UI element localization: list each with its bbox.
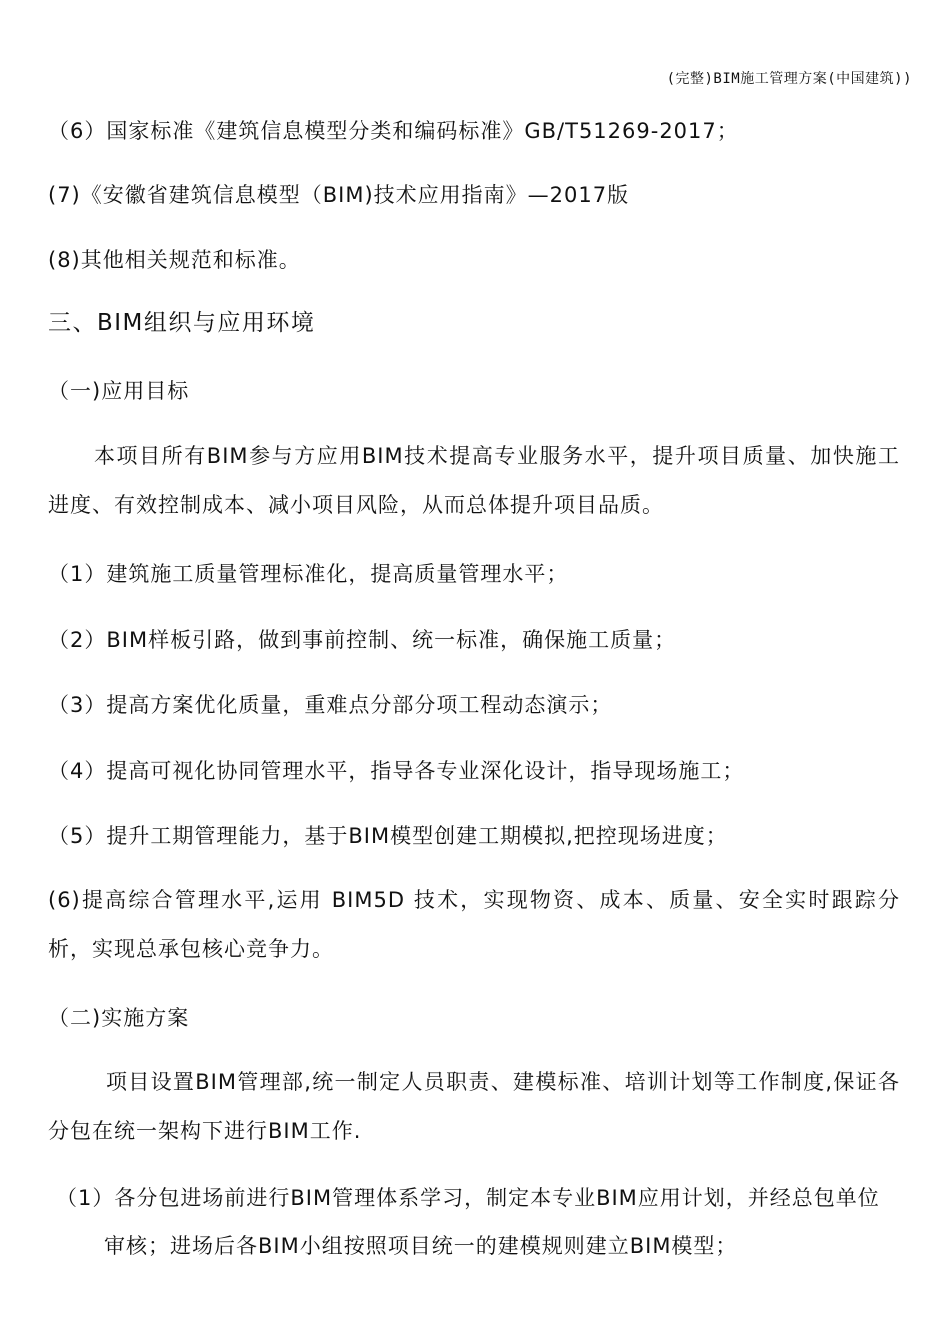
goal-item-2: （2）BIM样板引路，做到事前控制、统一标准，确保施工质量； [48,628,677,652]
subsection-heading-goals: （一)应用目标 [48,379,190,403]
goal-item-5: （5）提升工期管理能力，基于BIM模型创建工期模拟,把控现场进度； [48,824,728,848]
reference-item-7: (7)《安徽省建筑信息模型（BIM)技术应用指南》—2017版 [48,183,630,207]
goal-item-3: （3）提高方案优化质量，重难点分部分项工程动态演示； [48,693,613,717]
subsection-heading-plan: （二)实施方案 [48,1006,190,1030]
reference-item-8: (8)其他相关规范和标准。 [48,248,301,272]
reference-item-6: （6）国家标准《建筑信息模型分类和编码标准》GB/T51269-2017； [48,119,739,143]
plan-intro-paragraph: 项目设置BIM管理部,统一制定人员职责、建模标准、培训计划等工作制度,保证各分包在统一架构下进行BIM工作. [48,1070,900,1143]
goals-intro-paragraph: 本项目所有BIM参与方应用BIM技术提高专业服务水平，提升项目质量、加快施工进度、有效控制成本、减小项目风险，从而总体提升项目品质。 [48,444,900,517]
goal-item-1: （1）建筑施工质量管理标准化，提高质量管理水平； [48,562,569,586]
goal-item-4: （4）提高可视化协同管理水平，指导各专业深化设计，指导现场施工； [48,759,745,783]
goal-item-6: (6)提高综合管理水平,运用 BIM5D 技术，实现物资、成本、质量、安全实时跟踪分析，实现总承包核心竞争力。 [48,888,900,961]
plan-item-1: （1）各分包进场前进行BIM管理体系学习，制定本专业BIM应用计划，并经总包单位审核；进场后各BIM小组按照项目统一的建模规则建立BIM模型； [56,1186,880,1258]
running-header: (完整)BIM施工管理方案(中国建筑)) [666,71,912,87]
section-heading: 三、BIM组织与应用环境 [48,310,316,336]
